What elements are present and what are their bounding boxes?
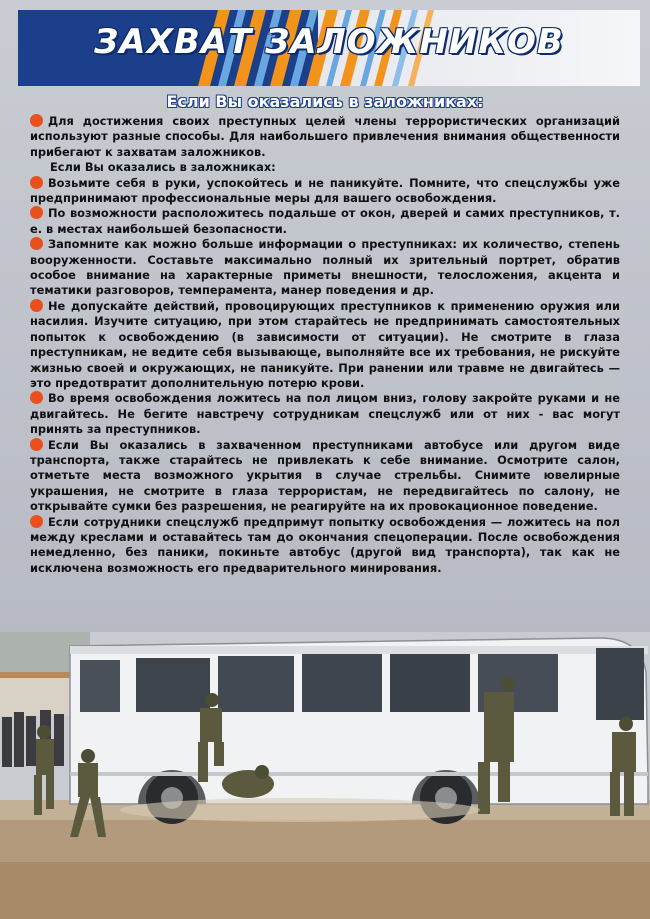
list-item (30, 237, 620, 299)
bullet-icon (30, 237, 43, 250)
list-item (30, 206, 620, 237)
bullet-icon (30, 114, 43, 127)
list-item-text: Если сотрудники спецслужб предпримут попытку освобождения — ложитесь на пол между креслами и оставайтесь там до окончания спецоперации. После освобождения немедленно, без паники, покиньте автобус (другой вид транспорта), так как не исключена возможность его предварительного минирования. (30, 514, 620, 575)
main-content (30, 92, 620, 576)
header-banner (18, 10, 640, 86)
list-item (30, 299, 620, 391)
list-item-text: Запомните как можно больше информации о преступниках: их количество, степень вооруженности. Составьте максимально полный их зрительный портрет, обратив особое внимание на характерные приметы внешности, телосложения, акцента и тематики разговоров, темперамента, манер поведения и др. (30, 237, 620, 298)
bullet-icon (30, 438, 43, 451)
list-item-text: Во время освобождения ложитесь на пол лицом вниз, голову закройте руками и не двигайтесь. Не бегите навстречу сотрудникам спецслужб или от них - вас могут принять за преступников. (30, 391, 620, 437)
intro-text: Для достижения своих преступных целей члены террористических организаций используют разные способы. Для наибольшего привлечения внимания общественности прибегают к захватам заложников. (30, 114, 620, 159)
intro-paragraph (30, 114, 620, 160)
list-item (30, 515, 620, 577)
spectators (2, 710, 64, 767)
page-title: ЗАХВАТ ЗАЛОЖНИКОВ (94, 22, 564, 62)
bullet-icon (30, 299, 43, 312)
bullet-icon (30, 206, 43, 219)
subheading-secondary: Если Вы оказались в заложниках: (50, 160, 276, 175)
bullet-icon (30, 391, 43, 404)
list-item (30, 176, 620, 207)
list-item-text: Возьмите себя в руки, успокойтесь и не паникуйте. Помните, что спецслужбы уже предпринимают профессиональные меры для вашего освобождения. (30, 175, 620, 206)
bus (70, 638, 648, 824)
list-item-text: Не допускайте действий, провоцирующих преступников к применению оружия или насилия. Изучите ситуацию, при этом старайтесь не предпринимать самостоятельных попыток к освобождению (в зависимости от ситуации). Не смотрите в глаза преступникам, не ведите себя вызывающе, выполняйте все их требования, не рискуйте жизнью своей и окружающих, не паникуйте. При ранении или травме не двигайтесь — это предотвратит дополнительную потерю крови. (30, 298, 620, 390)
list-item-text: Если Вы оказались в захваченном преступниками автобусе или другом виде транспорта, также старайтесь не привлекать к себе внимание. Осмотрите салон, отметьте места возможного укрытия в случае стрельбы. Снимите ювелирные украшения, не смотрите в глаза террористам, не передвигайтесь по салону, не открывайте сумки без разрешения, не реагируйте на их провокационное поведение. (30, 437, 620, 514)
section-heading: Если Вы оказались в заложниках: (166, 92, 484, 111)
bullet-icon (30, 515, 43, 528)
list-item (30, 438, 620, 515)
list-item-text: По возможности расположитесь подальше от окон, дверей и самих преступников, т. е. в местах наибольшей безопасности. (30, 206, 620, 236)
bus-assault-photo (0, 632, 650, 919)
bullet-icon (30, 176, 43, 189)
list-item (30, 391, 620, 437)
